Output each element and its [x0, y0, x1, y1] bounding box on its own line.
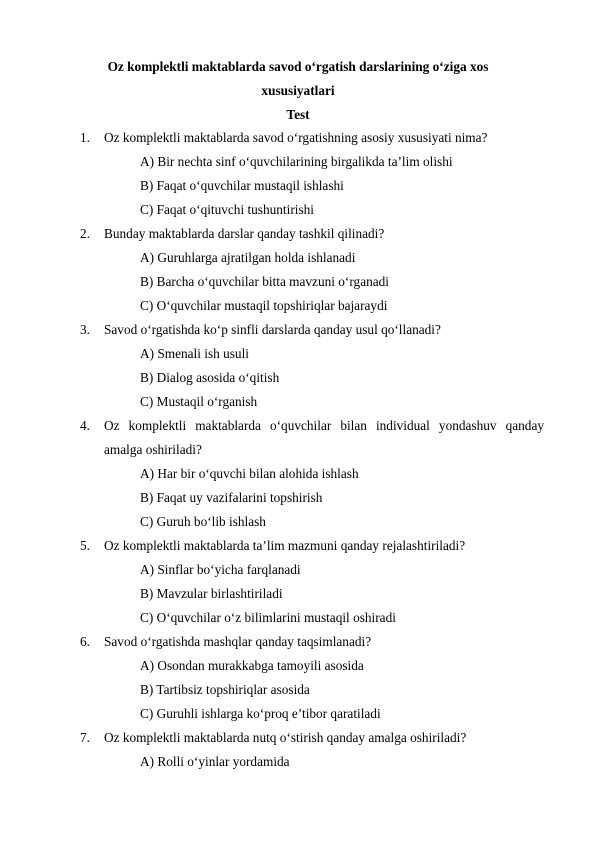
- question-list: [0, 130, 596, 778]
- question-text: Bunday maktablarda darslar qanday tashkil qilinadi?: [104, 226, 385, 241]
- option-list: [0, 658, 596, 730]
- option-list: [0, 754, 596, 778]
- answer-option: C) Guruh bo‘lib ishlash: [140, 514, 266, 529]
- answer-option: A) Sinflar bo‘yicha farqlanadi: [140, 562, 301, 577]
- question-item: [0, 322, 596, 418]
- option-list: [0, 250, 596, 322]
- question-number: 1.: [80, 130, 90, 145]
- document-title-line2: xususiyatlari: [261, 83, 335, 98]
- answer-option: A) Rolli o‘yinlar yordamida: [140, 754, 290, 769]
- question-item: [0, 730, 596, 778]
- option-list: [0, 346, 596, 418]
- answer-option: B) Faqat uy vazifalarini topshirish: [140, 490, 323, 505]
- option-list: [0, 466, 596, 538]
- question-text: Oz komplektli maktablarda o‘quvchilar bilan individual yondashuv qanday amalga oshiriladi?: [104, 418, 544, 457]
- question-item: [0, 226, 596, 322]
- question-number: 5.: [80, 538, 90, 553]
- option-list: [0, 154, 596, 226]
- question-number: 3.: [80, 322, 90, 337]
- answer-option: C) Guruhli ishlarga ko‘proq e’tibor qaratiladi: [140, 706, 381, 721]
- question-number: 7.: [80, 730, 90, 745]
- answer-option: B) Faqat o‘quvchilar mustaqil ishlashi: [140, 178, 344, 193]
- answer-option: C) O‘quvchilar o‘z bilimlarini mustaqil oshiradi: [140, 610, 396, 625]
- answer-option: C) Faqat o‘qituvchi tushuntirishi: [140, 202, 314, 217]
- question-text: Savod o‘rgatishda mashqlar qanday taqsimlanadi?: [104, 634, 372, 649]
- answer-option: A) Bir nechta sinf o‘quvchilarining birgalikda ta’lim olishi: [140, 154, 453, 169]
- answer-option: B) Tartibsiz topshiriqlar asosida: [140, 682, 310, 697]
- question-number: 6.: [80, 634, 90, 649]
- question-item: [0, 130, 596, 226]
- answer-option: C) O‘quvchilar mustaqil topshiriqlar bajaraydi: [140, 298, 388, 313]
- answer-option: A) Guruhlarga ajratilgan holda ishlanadi: [140, 250, 356, 265]
- question-item: [0, 418, 596, 538]
- question-item: [0, 538, 596, 634]
- document-subtitle: Test: [286, 107, 310, 122]
- answer-option: A) Smenali ish usuli: [140, 346, 249, 361]
- answer-option: C) Mustaqil o‘rganish: [140, 394, 258, 409]
- option-list: [0, 562, 596, 634]
- question-text: Savod o‘rgatishda ko‘p sinfli darslarda qanday usul qo‘llanadi?: [104, 322, 441, 337]
- answer-option: A) Har bir o‘quvchi bilan alohida ishlash: [140, 466, 359, 481]
- question-text: Oz komplektli maktablarda nutq o‘stirish qanday amalga oshiriladi?: [104, 730, 467, 745]
- answer-option: B) Mavzular birlashtiriladi: [140, 586, 283, 601]
- question-number: 4.: [80, 418, 90, 433]
- answer-option: B) Barcha o‘quvchilar bitta mavzuni o‘rganadi: [140, 274, 389, 289]
- question-text: Oz komplektli maktablarda savod o‘rgatishning asosiy xususiyati nima?: [104, 130, 488, 145]
- question-item: [0, 634, 596, 730]
- answer-option: A) Osondan murakkabga tamoyili asosida: [140, 658, 364, 673]
- answer-option: B) Dialog asosida o‘qitish: [140, 370, 280, 385]
- question-number: 2.: [80, 226, 90, 241]
- question-text: Oz komplektli maktablarda ta’lim mazmuni qanday rejalashtiriladi?: [104, 538, 466, 553]
- document-title-line1: Oz komplektli maktablarda savod o‘rgatish darslarining o‘ziga xos: [107, 59, 489, 74]
